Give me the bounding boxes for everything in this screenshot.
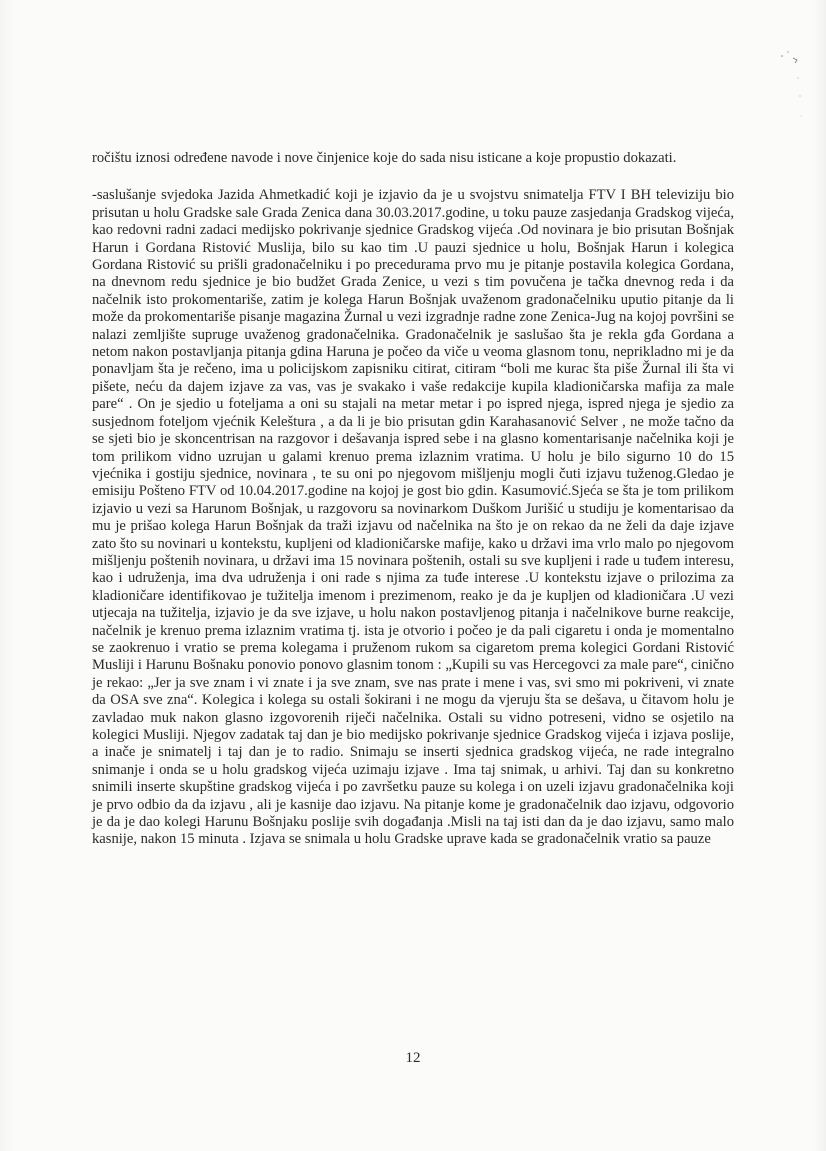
paragraph-continuation: ročištu iznosi određene navode i nove činjenice koje do sada nisu isticane a koje propustio dokazati.: [92, 150, 677, 166]
paragraph-witness-testimony: -saslušanje svjedoka Jazida Ahmetkadić koji je izjavio da je u svojstvu snimatelja FTV I BH televiziju bio prisutan u holu Gradske sale Grada Zenica dana 30.03.2017.godine, u toku pauze zasjedanja Gradskog vijeća, kao redovni radni zadaci medijsko pokrivanje sjednice Gradskog vijeća .Od novinara je bio prisutan Bošnjak Harun i Gordana Ristović Muslija, bilo su kao tim .U pauzi sjednice u holu, Bošnjak Harun i kolegica Gordana Ristović su prišli gradonačelniku i po precedurama prvo mu je pitanje postavila kolegica Gordana, na dnevnom redu sjednice je bio budžet Grada Zenice, u vezi s tim povučena je tačka dnevnog reda i da načelnik isto prokomentariše, zatim je kolega Harun Bošnjak uvaženom gradonačelniku uputio pitanje da li može da prokomentariše pisanje magazina Žurnal u vezi izgradnje radne zone Zenica-Jug na kojoj površini se nalazi zemljište supruge uvaženog gradonačelnika. Gradonačelnik je saslušao šta je rekla gđa Gordana a netom nakon postavljanja pitanja gdina Haruna je počeo da viče u veoma glasnom tonu, neprikladno mi je da ponavljam šta je rečeno, ima u policijskom zapisniku citirat, citiram “boli me kurac šta piše Žurnal ili šta vi pišete, neću da dajem izjave za vas, vas je svakako i vaše redakcije kupila kladioničarska mafija za male pare“ . On je sjedio u foteljama a oni su stajali na metar metar i po ispred njega, ispred njega je sjedio za susjednom foteljom vjećnik Keleštura , a da li je bio prisutan gdin Karahasanović Selver , ne može tačno da se sjeti bio je skoncentrisan na razgovor i dešavanja ispred sebe i na glasno komentarisanje načelnika koji je tom prilikom vidno uzrujan u galami krenuo prema izlaznim vratima. U holu je bilo sigurno 10 do 15 vjećnika i gostiju sjednice, novinara , te su oni po njegovom mišljenju mogli čuti izjavu tuženog.Gledao je emisiju Pošteno FTV od 10.04.2017.godine na kojoj je gost bio gdin. Kasumović.Sjeća se šta je tom prilikom izjavio u vezi sa Harunom Bošnjak, u razgovoru sa novinarkom Duškom Jurišić u studiju je komentarisao da mu je prišao kolega Harun Bošnjak da traži izjavu od načelnika na što je on rekao da ne želi da daje izjave zato što su novinari u kontekstu, kupljeni od kladioničarske mafije, kako u državi ima vrlo malo po njegovom mišljenju poštenih novinara, u državi ima 15 novinara poštenih, ostali su sve kupljeni i rade u tuđem interesu, kao i udruženja, ima dva udruženja i oni rade s njima za tuđe interese .U kontekstu izjave o prilozima za kladioničare identifikovao je tužitelja imenom i prezimenom, reako je da je kupljen od kladioničara .U vezi utjecaja na tužitelja, izjavio je da sve izjave, u holu nakon postavljenog pitanja i načelnikove burne reakcije, načelnik je krenuo prema izlaznim vratima tj. ista je otvorio i počeo je da pali cigaretu i onda je momentalno se zaokrenuo i vratio se prema kolegama i pruženom rukom sa cigaretom prema kolegici Gordani Ristović Musliji i Harunu Bošnaku ponovio ponovo glasnim tonom : „Kupili su vas Hercegovci za male pare“, cinično je rekao: „Jer ja sve znam i vi znate i ja sve znam, sve nas prate i mene i vas, svi smo mi pokriveni, vi znate da OSA sve zna“. Kolegica i kolega su ostali šokirani i ne mogu da vjeruju šta se dešava, u čitavom holu je zavladao muk nakon glasno izgovorenih riječi načelnika. Ostali su vidno potreseni, vidno se osjetilo na kolegici Musliji. Njegov zadatak taj dan je bio medijsko pokrivanje sjednice Gradskog vijeća i izjava poslije, a inače je snimatelj i taj dan je to radio. Snimaju se inserti sjednica gradskog vijeća, ne rade integralno snimanje i onda se u holu gradskog vijeća uzimaju izjave . Ima taj snimak, u arhivi. Taj dan su konkretno snimili inserte skupštine gradskog vijeća i po završetku pauze su kolega i on uzeli izjavu gradonačelnika koji je prvo odbio da da izjavu , ali je kasnije dao izjavu. Na pitanje kome je gradonačelnik dao izjavu, odgovorio je da je dao kolegi Harunu Bošnjaku poslije svih događanja .Misli na taj isti dan da je dao izjavu, samo malo kasnije, nakon 15 minuta . Izjava se snimala u holu Gradske uprave kada se gradonačelnik vratio sa pauze: [92, 187, 734, 848]
page-number: 12: [405, 1050, 421, 1066]
scan-specks: [776, 48, 806, 128]
paragraph-gap: [92, 167, 734, 187]
body-text: [92, 150, 734, 849]
